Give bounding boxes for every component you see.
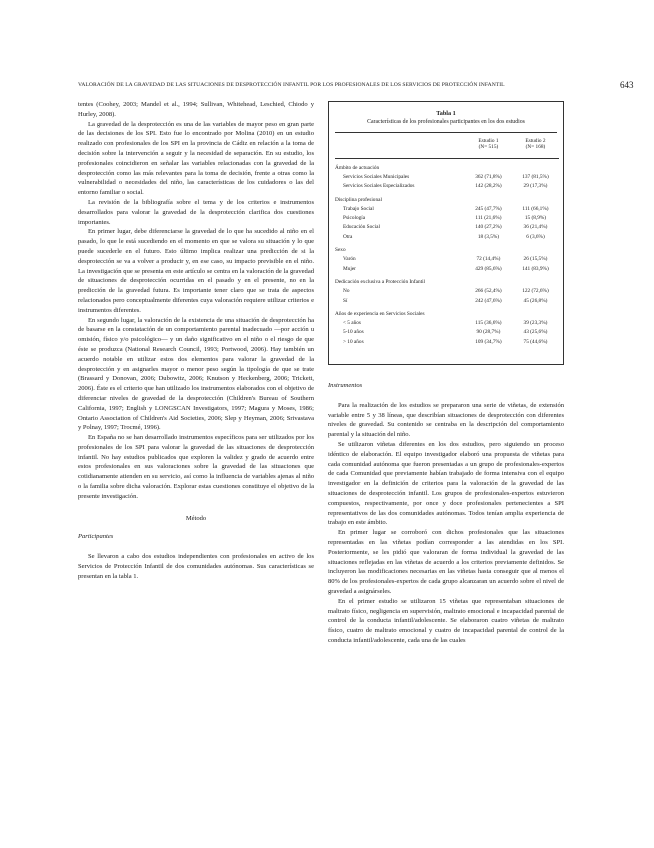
table-header-blank	[335, 138, 465, 159]
subsection-heading-participantes: Participantes	[78, 533, 114, 541]
section-heading-metodo: Método	[185, 514, 207, 522]
paragraph: Para la realización de los estudios se prepararon una serie de viñetas, de extensión variable entre 5 y 38 líneas, que describían situaciones de desprotección con diferentes niveles de gravedad. Su contenido se centraba en la descripción del comportamiento parental y la situación del niño.	[328, 401, 564, 439]
running-header	[78, 80, 634, 94]
paragraph: En España no se han desarrollado instrumentos específicos para ser utilizados por los profesionales de los SPI para valorar la gravedad de las situaciones de desprotección infantil. No hay estudios publicados que exploren la validez y grado de acuerdo entre estos profesionales en sus valoraciones sobre la gravedad de las situaciones que cotidianamente atienden en su servicio, así como la influencia de variables ajenas al niño o la familia sobre dicha valoración. Explorar estas cuestiones constituye el objetivo de la presente investigación.	[78, 434, 314, 500]
subsection-heading-instrumentos: Instrumentos	[328, 382, 363, 389]
paragraph: En primer lugar se corroboró con dichos profesionales que las situaciones representadas en las viñetas podían corresponder a las atendidas en los SPI. Posteriormente, se les pidió que valoraran de forma individual la gravedad de las situaciones reflejadas en las viñetas de acuerdo a los criterios previamente definidos. Se incluyeron las modificaciones necesarias en las viñetas hasta conseguir que al menos el 80% de los profesionales-expertos de cada grupo alcanzaran un acuerdo sobre el nivel de gravedad a asignárseles.	[328, 529, 564, 595]
table-row: Educación Social 140 (27,2%) 36 (21,4%)	[343, 224, 548, 231]
col2-n: (N= 168)	[525, 144, 546, 150]
paragraph: En primer lugar, debe diferenciarse la gravedad de lo que ha sucedido al niño en el pasado, lo que le está sucediendo en el momento en que se valora su situación y lo que puede sucederle en el futuro. Esto último implica realizar una predicción de si la desprotección se va a volver a producir y, en ese caso, su impacto previsible en el niño. La investigación que se presenta en este artículo se centra en la valoración de la gravedad de situaciones de desprotección ocurridas en el pasado y en el presente, no en la predicción de la gravedad futura. Es importante tener claro que se trata de aspectos relacionados pero conceptualmente diferentes cuya valoración requiere utilizar criterios e instrumentos diferentes.	[78, 228, 314, 314]
paragraph: La revisión de la bibliografía sobre el tema y de los criterios e instrumentos desarrollados para valorar la gravedad de la desprotección clarifica dos cuestiones importantes.	[78, 198, 314, 226]
table-row: Varón 72 (14,4%) 26 (15,5%)	[343, 256, 548, 263]
table-header-row	[335, 138, 559, 159]
table-header-estudio-2	[512, 138, 559, 159]
table-row: Otra 18 (3,5%) 6 (3,6%)	[343, 233, 545, 240]
col2-label: Estudio 2	[525, 138, 546, 144]
table-row: No 266 (52,4%) 122 (72,6%)	[343, 288, 549, 295]
table-group-row: Disciplina profesional	[335, 196, 382, 203]
table-rule	[335, 132, 557, 133]
table-row: > 10 años 109 (34,7%) 75 (44,6%)	[343, 338, 548, 345]
paragraph: En el primer estudio se utilizaron 15 viñetas que representaban situaciones de maltrato físico, negligencia en supervisión, maltrato emocional e incapacidad parental de control de la conducta infantil/adolescente. Se elaboraron cuatro viñetas de maltrato físico, cuatro de maltrato emocional y cuatro de incapacidad parental de control de la conducta infantil/adolescente, cada una de las cuales	[328, 597, 564, 644]
table-title: Características de los profesionales participantes en los dos estudios	[367, 119, 525, 125]
page-number: 643	[620, 80, 634, 90]
paragraph: En segundo lugar, la valoración de la existencia de una situación de desprotección ha de basarse en la constatación de un comportamiento parental inadecuado —por acción u omisión, físico y/o psicológico— y un daño significativo en el niño o el riesgo de que éste se produzca (National Research Council, 1993; Portwood, 2006). Hay también un acuerdo notable en utilizar estos dos elementos para valorar la gravedad de la desprotección y en asignarles mayor o menor peso según la tipología de que se trate (Brassard y Donovan, 2006; Dubowitz, 2006; Knutson y Heckenberg, 2006; Trickett, 2006). Éste es el criterio que han utilizado los instrumentos elaborados con el objetivo de diferenciar niveles de gravedad de la desprotección (Children's Bureau of Southern California, 1997; English y LONGSCAN Investigators, 1997; Magura y Moses, 1986; Ontario Association of Children's Aid Societies, 2006; Slep y Heyman, 2006; Srivastava y Polnay, 1997; Trocmé, 1996).	[78, 316, 314, 432]
table-row: Sí 242 (47,6%) 45 (26,8%)	[343, 297, 548, 304]
table-row: Trabajo Social 245 (47,7%) 111 (66,1%)	[343, 205, 549, 212]
col1-label: Estudio 1	[478, 138, 499, 144]
table-group-row: Dedicación exclusiva a Protección Infantil	[335, 278, 426, 285]
table-row: Psicología 111 (21,6%) 15 (8,9%)	[343, 215, 547, 222]
running-title: VALORACIÓN DE LA GRAVEDAD DE LAS SITUACIONES DE DESPROTECCIÓN INFANTIL POR LOS PROFESIONALES DE LOS SERVICIOS DE PROTECCIÓN INFANTIL	[78, 82, 505, 88]
table-number: Tabla 1	[436, 110, 456, 117]
table-group-row: Ámbito de actuación	[335, 164, 380, 171]
table-1	[328, 101, 564, 365]
paragraph: tentes (Coohey, 2003; Mandel et al., 1994; Sullivan, Whitehead, Leschied, Chiodo y Hurley, 2008).	[78, 101, 314, 118]
table-row: 5-10 años 90 (28,7%) 43 (25,6%)	[343, 329, 548, 336]
table-group-row: Sexo	[335, 247, 346, 254]
table-row: Servicios Sociales Municipales 362 (71,8%) 137 (81,5%)	[343, 173, 549, 180]
table-row: < 5 años 115 (36,6%) 39 (23,3%)	[343, 320, 548, 327]
paragraph: Se llevaron a cabo dos estudios independientes con profesionales en activo de los Servicios de Protección Infantil de dos comunidades autónomas. Sus características se presentan en la tabla 1.	[78, 553, 314, 580]
paragraph: La gravedad de la desprotección es una de las variables de mayor peso en gran parte de las decisiones de los SPI. Esto fue lo encontrado por Molina (2010) en un estudio realizado con profesionales de los SPI en la provincia de Cádiz en relación a la toma de decisión sobre la intervención a seguir y la necesidad de separación. En su estudio, los profesionales coincidieron en señalar las variables relacionadas con la gravedad de la desprotección como las más relevantes para la toma de decisión, frente a otras como la vulnerabilidad o necesidades del niño, las características de los cuidadores o las del entorno familiar o social.	[78, 120, 314, 197]
table-group-row: Años de experiencia en Servicios Sociales	[335, 310, 425, 317]
left-column	[78, 100, 314, 582]
table-row: Servicios Sociales Especializados 142 (28,2%) 29 (17,3%)	[343, 183, 548, 190]
table-row: Mujer 429 (85,6%) 141 (83,9%)	[343, 265, 549, 272]
table-header-estudio-1	[465, 138, 512, 159]
right-column	[328, 381, 564, 646]
col1-n: (N= 515)	[478, 144, 499, 150]
table-grid	[335, 138, 559, 346]
paragraph: Se utilizaron viñetas diferentes en los dos estudios, pero siguiendo un proceso idéntico de elaboración. El equipo investigador elaboró una propuesta de viñetas para cada comunidad autónoma que fueron presentadas a un grupo de profesionales-expertos de cada Comunidad que previamente habían trabajado de forma intensiva con el equipo investigador en la definición de criterios para la valoración de la gravedad de las situaciones de desprotección infantil. Los grupos de profesionales-expertos estuvieron compuestos, respectivamente, por once y doce profesionales pertenecientes a SPI representativos de las dos comunidades autónomas. Todos tenían amplia experiencia de trabajo en este ámbito.	[328, 440, 564, 527]
